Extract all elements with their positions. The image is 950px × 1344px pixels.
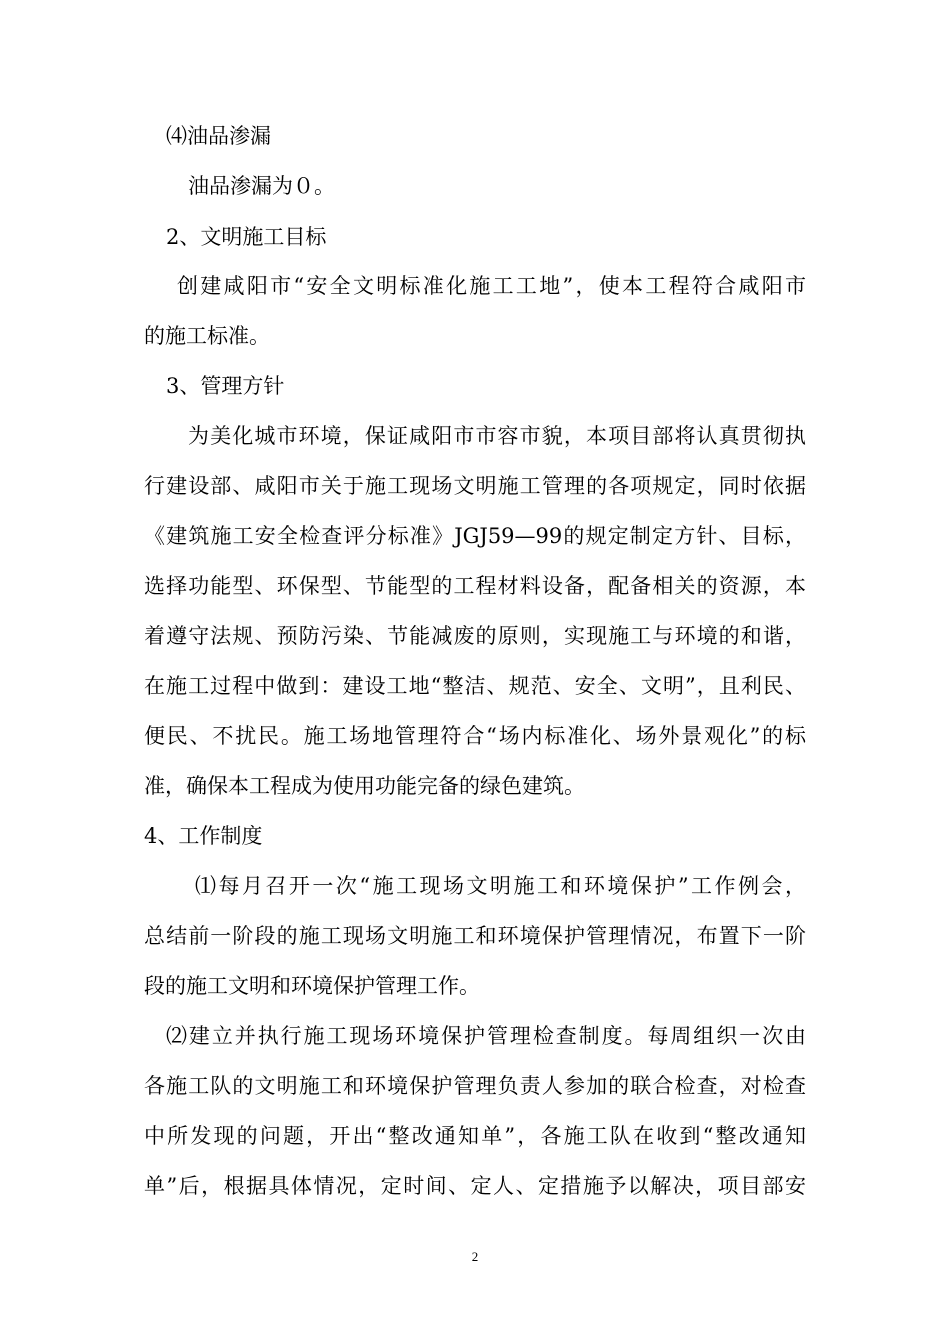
paragraph-line: 便民、不扰民。施工场地管理符合“场内标准化、场外景观化”的标	[144, 724, 806, 748]
paragraph-line: 着遵守法规、预防污染、节能减废的原则，实现施工与环境的和谐，	[144, 624, 806, 648]
paragraph-line: 段的施工文明和环境保护管理工作。	[144, 974, 480, 998]
paragraph-line: 各施工队的文明施工和环境保护管理负责人参加的联合检查，对检查	[144, 1074, 806, 1098]
paragraph-line: 准，确保本工程成为使用功能完备的绿色建筑。	[144, 774, 585, 798]
paragraph-line: 为美化城市环境，保证咸阳市市容市貌，本项目部将认真贯彻执	[188, 424, 806, 448]
paragraph-line: 单”后，根据具体情况，定时间、定人、定措施予以解决，项目部安	[144, 1174, 806, 1198]
section-heading-work-system: 4、工作制度	[144, 824, 263, 848]
subsection-heading-oil-leakage: ⑷油品渗漏	[166, 124, 271, 148]
paragraph-line: ⑵建立并执行施工现场环境保护管理检查制度。每周组织一次由	[166, 1024, 806, 1048]
section-heading-civilized-construction-goal: 2、文明施工目标	[166, 225, 327, 249]
section-heading-management-policy: 3、管理方针	[166, 374, 285, 398]
paragraph-line: 总结前一阶段的施工现场文明施工和环境保护管理情况，布置下一阶	[144, 924, 806, 948]
paragraph-line: 创建咸阳市“安全文明标准化施工工地”，使本工程符合咸阳市	[177, 274, 806, 298]
paragraph-line: 的施工标准。	[144, 324, 270, 348]
paragraph-line: 在施工过程中做到：建设工地“整洁、规范、安全、文明”，且利民、	[144, 674, 806, 698]
paragraph-oil-leakage: 油品渗漏为０。	[188, 174, 335, 198]
paragraph-line: 中所发现的问题，开出“整改通知单”，各施工队在收到“整改通知	[144, 1124, 806, 1148]
paragraph-line: 选择功能型、环保型、节能型的工程材料设备，配备相关的资源，本	[144, 574, 806, 598]
paragraph-line: 《建筑施工安全检查评分标准》JGJ59—99的规定制定方针、目标，	[144, 524, 806, 548]
paragraph-line: 行建设部、咸阳市关于施工现场文明施工管理的各项规定，同时依据	[144, 474, 806, 498]
paragraph-line: ⑴每月召开一次“施工现场文明施工和环境保护”工作例会，	[195, 874, 806, 898]
page-number: 2	[471, 1249, 479, 1264]
